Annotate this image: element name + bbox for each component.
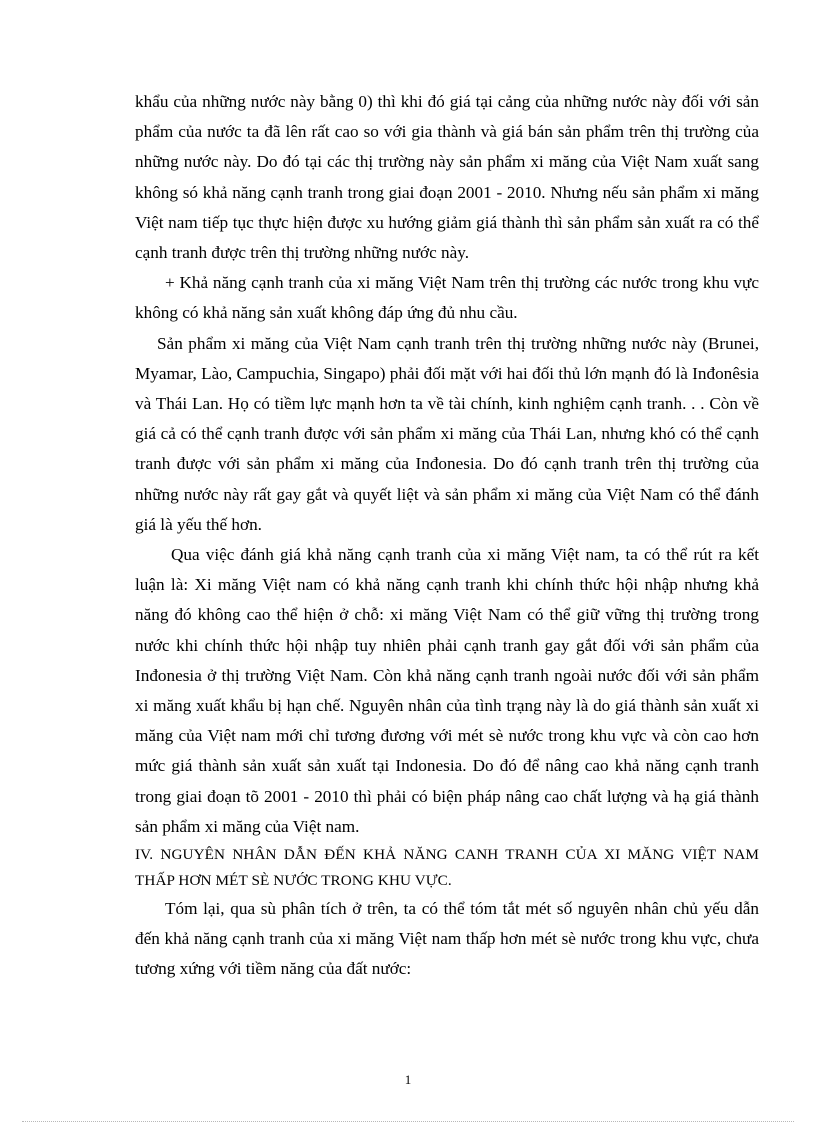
section-heading: IV. NGUYÊN NHÂN DẪN ĐẾN KHẢ NĂNG CANH TRANH CỦA XI MĂNG VIỆT NAM THẤP HƠN MÉT SÈ NƯỚC TRONG KHU VỰC. xyxy=(135,846,759,890)
paragraph-conclusion: Qua việc đánh giá khả năng cạnh tranh của xi măng Việt nam, ta có thể rút ra kết luận là: Xi măng Việt nam có khả năng cạnh tranh khi chính thức hội nhập nhưng khả năng đó không cao thể hiện ở chỗ: xi măng Việt Nam có thể giữ vững thị trường trong nước khi chính thức hội nhập tuy nhiên phải cạnh tranh gay gắt đối với sản phẩm của Inđonesia ở thị trường Việt Nam. Còn khả năng cạnh tranh ngoài nước đối với sản phẩm xi măng xuất khẩu bị hạn chế. Nguyên nhân của tình trạng này là do giá thành sản xuất xi măng của Việt nam mới chỉ tương đương với mét sè nước trong khu vực và còn cao hơn mức giá thành sản xuất sản xuất tại Indonesia. Do đó để nâng cao khả năng cạnh tranh trong giai đoạn tõ 2001 - 2010 thì phải có biện pháp nâng cao chất lượng và hạ giá thành sản phẩm xi măng của Việt nam. xyxy=(135,545,759,836)
page-bottom-divider xyxy=(22,1121,794,1122)
paragraph-competitors: Sản phẩm xi măng của Việt Nam cạnh tranh trên thị trường những nước này (Brunei, Myamar, Lào, Campuchia, Singapo) phải đối mặt với hai đối thủ lớn mạnh đó là Inđonêsia và Thái Lan. Họ có tiềm lực mạnh hơn ta về tài chính, kinh nghiệm cạnh tranh. . . Còn về giá cả có thể cạnh tranh được với sản phẩm xi măng của Thái Lan, nhưng khó có thể cạnh tranh được với sản phẩm xi măng của Inđonesia. Do đó cạnh tranh trên thị trường của những nước này rất gay gắt và quyết liệt và sản phẩm xi măng của Việt Nam có thể đánh giá là yếu thế hơn. xyxy=(135,333,759,534)
paragraph-continuation: khẩu của những nước này bằng 0) thì khi đó giá tại cảng của những nước này đối với sản phẩm của nước ta đã lên rất cao so với gia thành và giá bán sản phẩm trên thị trường của những nước này. Do đó tại các thị trường này sản phẩm xi măng của Việt Nam xuất sang không só khả năng cạnh tranh trong giai đoạn 2001 - 2010. Nhưng nếu sản phẩm xi măng Việt nam tiếp tục thực hiện được xu hướng giảm giá thành thì sản phẩm sản xuất ra có thể cạnh tranh được trên thị trường những nước này. xyxy=(135,92,759,263)
paragraph-competitiveness-point: + Khả năng cạnh tranh của xi măng Việt Nam trên thị trường các nước trong khu vực không có khả năng sản xuất không đáp ứng đủ nhu cầu. xyxy=(135,273,759,323)
paragraph-summary: Tóm lại, qua sù phân tích ở trên, ta có thể tóm tắt mét số nguyên nhân chủ yếu dẫn đến khả năng cạnh tranh của xi măng Việt nam thấp hơn mét sè nước trong khu vực, chưa tương xứng với tiềm năng của đất nước: xyxy=(135,899,759,979)
page-number: 1 xyxy=(404,1072,412,1087)
body-text xyxy=(135,87,759,985)
